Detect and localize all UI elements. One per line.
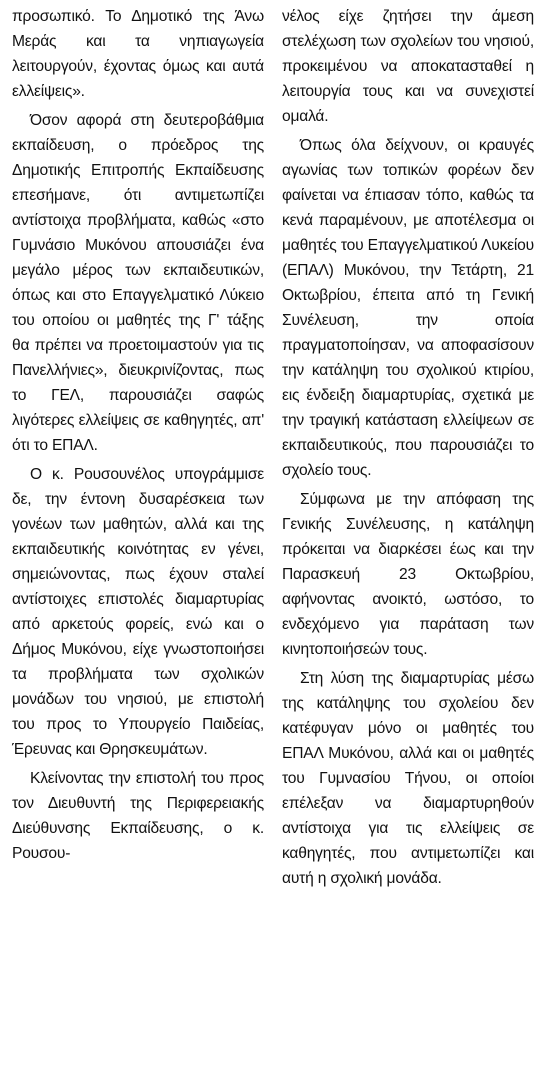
right-column [282, 4, 534, 1080]
paragraph: Ο κ. Ρουσουνέλος υπογράμμισε δε, την έντονη δυσαρέσκεια των γονέων των μαθητών, αλλά και της εκπαιδευτικής κοινότητας εν γένει, σημειώνοντας, πως έχουν σταλεί αντίστοιχες επιστολές διαμαρτυρίας από αρκετούς φορείς, ενώ και ο Δήμος Μυκόνου, είχε γνωστοποιήσει τα προβλήματα των σχολικών μονάδων του νησιού, με επιστολή του προς το Υπουργείο Παιδείας, Έρευνας και Θρησκευμάτων. [12, 466, 264, 758]
paragraph: Όσον αφορά στη δευτεροβάθμια εκπαίδευση, ο πρόεδρος της Δημοτικής Επιτροπής Εκπαίδευσης επεσήμανε, ότι αντιμετωπίζει αντίστοιχα προβλήματα, καθώς «στο Γυμνάσιο Μυκόνου απουσιάζει ένα μεγάλο μέρος των εκπαιδευτικών, όπως και στο Επαγγελματικό Λύκειο του οποίου οι μαθητές της Γ' τάξης θα πρέπει να προετοιμαστούν για τις Πανελλήνιες», διευκρινίζοντας, πως το ΓΕΛ, παρουσιάζει σαφώς λιγότερες ελλείψεις σε καθηγητές, απ' ότι το ΕΠΑΛ. [12, 112, 264, 454]
paragraph: Κλείνοντας την επιστολή του προς τον Διευθυντή της Περιφερειακής Διεύθυνσης Εκπαίδευσης, ο κ. Ρουσου- [12, 770, 264, 862]
paragraph: Σύμφωνα με την απόφαση της Γενικής Συνέλευσης, η κατάληψη πρόκειται να διαρκέσει έως και την Παρασκευή 23 Οκτωβρίου, αφήνοντας ανοικτό, ωστόσο, το ενδεχόμενο για παράταση των κινητοποιήσεών τους. [282, 491, 534, 658]
paragraph: Στη λύση της διαμαρτυρίας μέσω της κατάληψης του σχολείου δεν κατέφυγαν μόνο οι μαθητές του ΕΠΑΛ Μυκόνου, αλλά και οι μαθητές του Γυμνασίου Τήνου, οι οποίοι επέλεξαν να διαμαρτυρηθούν αντίστοιχα για τις ελλείψεις σε καθηγητές, που αντιμετωπίζει και αυτή η σχολική μονάδα. [282, 670, 534, 887]
paragraph: νέλος είχε ζητήσει την άμεση στελέχωση των σχολείων του νησιού, προκειμένου να αποκατασταθεί η λειτουργία τους και να συνεχιστεί ομαλά. [282, 8, 534, 125]
paragraph: προσωπικό. Το Δημοτικό της Άνω Μεράς και τα νηπιαγωγεία λειτουργούν, έχοντας όμως και αυτά ελλείψεις». [12, 8, 264, 100]
paragraph: Όπως όλα δείχνουν, οι κραυγές αγωνίας των τοπικών φορέων δεν φαίνεται να έπιασαν τόπο, καθώς τα κενά παραμένουν, με αποτέλεσμα οι μαθητές του Επαγγελματικού Λυκείου (ΕΠΑΛ) Μυκόνου, την Τετάρτη, 21 Οκτωβρίου, έπειτα από τη Γενική Συνέλευση, την οποία πραγματοποίησαν, να αποφασίσουν την κατάληψη του σχολικού κτιρίου, εις ένδειξη διαμαρτυρίας, σχετικά με την τραγική κατάσταση ελλείψεων σε εκπαιδευτικούς, που παρουσιάζει το σχολείο τους. [282, 137, 534, 479]
left-column [12, 4, 264, 1080]
